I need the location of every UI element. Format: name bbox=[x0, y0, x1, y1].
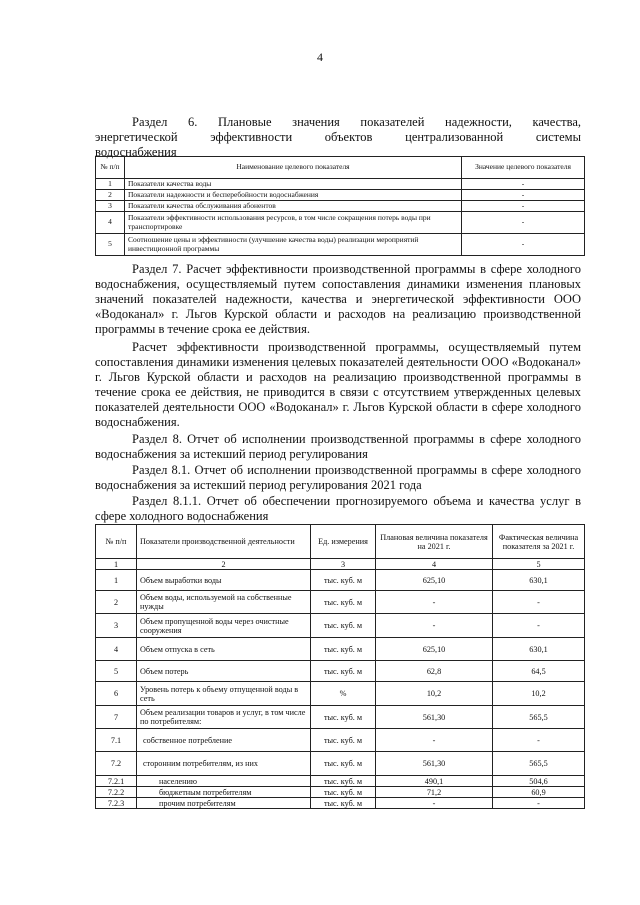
row-plan: 625,10 bbox=[376, 570, 493, 591]
table-row bbox=[96, 591, 585, 614]
row-fact: 565,5 bbox=[493, 706, 585, 729]
row-unit: % bbox=[311, 682, 376, 706]
row-num: 7 bbox=[96, 706, 137, 729]
row-fact: 504,6 bbox=[493, 776, 585, 787]
section81-text: Раздел 8.1. Отчет об исполнении производственной программы в сфере холодного водоснабжения за истекший период регулирования 2021 года bbox=[95, 463, 581, 492]
row-num: 7.2.3 bbox=[96, 798, 137, 809]
row-plan: 625,10 bbox=[376, 638, 493, 661]
row-plan: 62,8 bbox=[376, 661, 493, 682]
col-number: 3 bbox=[311, 559, 376, 570]
row-fact: - bbox=[493, 798, 585, 809]
row-unit: тыс. куб. м bbox=[311, 661, 376, 682]
section6-line1: Раздел 6. Плановые значения показателей надежности, качества, bbox=[132, 115, 581, 129]
targets-table bbox=[95, 156, 585, 256]
table-row bbox=[96, 752, 585, 776]
row-unit: тыс. куб. м bbox=[311, 787, 376, 798]
row-fact: - bbox=[493, 729, 585, 752]
section811-text: Раздел 8.1.1. Отчет об обеспечении прогнозируемого объема и качества услуг в сфере холодного водоснабжения bbox=[95, 494, 581, 523]
header-fact: Фактическая величина показателя за 2021 г. bbox=[493, 525, 585, 559]
row-plan: - bbox=[376, 614, 493, 638]
row-value: - bbox=[462, 179, 585, 190]
row-num: 5 bbox=[96, 234, 125, 256]
row-fact: 630,1 bbox=[493, 638, 585, 661]
table-row bbox=[96, 212, 585, 234]
row-num: 1 bbox=[96, 570, 137, 591]
row-value: - bbox=[462, 201, 585, 212]
header-name: Показатели производственной деятельности bbox=[137, 525, 311, 559]
table-row bbox=[96, 614, 585, 638]
table-row bbox=[96, 706, 585, 729]
row-num: 4 bbox=[96, 638, 137, 661]
row-plan: - bbox=[376, 591, 493, 614]
row-fact: 10,2 bbox=[493, 682, 585, 706]
row-plan: 561,30 bbox=[376, 752, 493, 776]
col-number: 1 bbox=[96, 559, 137, 570]
row-num: 2 bbox=[96, 591, 137, 614]
row-name: Показатели качества воды bbox=[125, 179, 462, 190]
row-name: Показатели эффективности использования ресурсов, в том числе сокращения потерь воды при транспортировке bbox=[125, 212, 462, 234]
section6-line2: энергетической эффективности объектов централизованной системы bbox=[95, 130, 581, 144]
row-unit: тыс. куб. м bbox=[311, 798, 376, 809]
row-value: - bbox=[462, 190, 585, 201]
table-row bbox=[96, 570, 585, 591]
table-row bbox=[96, 661, 585, 682]
row-value: - bbox=[462, 212, 585, 234]
section7-para2: Расчет эффективности производственной программы, осуществляемый путем сопоставления динамики изменения целевых показателей деятельности ООО «Водоканал» г. Льгов Курской области и расходов на реализацию производственной программы в течение срока ее действия, не приводится в связи с отсутствием утвержденных целевых показателей деятельности ООО «Водоканал» г. Льгов Курской области в сфере холодного водоснабжения. bbox=[95, 340, 581, 429]
row-name: Объем выработки воды bbox=[137, 570, 311, 591]
targets-table-header bbox=[96, 157, 585, 179]
row-num: 4 bbox=[96, 212, 125, 234]
section6-heading bbox=[95, 115, 581, 160]
row-plan: 561,30 bbox=[376, 706, 493, 729]
col-number: 4 bbox=[376, 559, 493, 570]
row-name: Уровень потерь к объему отпущенной воды в сеть bbox=[137, 682, 311, 706]
row-value: - bbox=[462, 234, 585, 256]
row-num: 7.1 bbox=[96, 729, 137, 752]
row-name: собственное потребление bbox=[137, 729, 311, 752]
table-row bbox=[96, 729, 585, 752]
table-row bbox=[96, 179, 585, 190]
row-num: 1 bbox=[96, 179, 125, 190]
row-num: 7.2.2 bbox=[96, 787, 137, 798]
row-name: Объем потерь bbox=[137, 661, 311, 682]
row-name: Показатели надежности и бесперебойности водоснабжения bbox=[125, 190, 462, 201]
row-name: сторонним потребителям, из них bbox=[137, 752, 311, 776]
col-number: 2 bbox=[137, 559, 311, 570]
row-name: Объем воды, используемой на собственные нужды bbox=[137, 591, 311, 614]
row-fact: 630,1 bbox=[493, 570, 585, 591]
table-row bbox=[96, 201, 585, 212]
row-fact: 64,5 bbox=[493, 661, 585, 682]
row-plan: 71,2 bbox=[376, 787, 493, 798]
row-num: 5 bbox=[96, 661, 137, 682]
row-name: населению bbox=[137, 776, 311, 787]
row-num: 3 bbox=[96, 201, 125, 212]
row-name: Соотношение цены и эффективности (улучшение качества воды) реализации мероприятий инвестиционной программы bbox=[125, 234, 462, 256]
row-name: прочим потребителям bbox=[137, 798, 311, 809]
section7-para1: Раздел 7. Расчет эффективности производственной программы в сфере холодного водоснабжения, осуществляемый путем сопоставления динамики изменения плановых значений показателей надежности, качества и энергетической эффективности ООО «Водоканал» г. Льгов Курской области и расходов на реализацию производственной программы в течение срока ее действия. bbox=[95, 262, 581, 336]
row-name: Показатели качества обслуживания абонентов bbox=[125, 201, 462, 212]
row-name: Объем реализации товаров и услуг, в том числе по потребителям: bbox=[137, 706, 311, 729]
header-num: № п/п bbox=[96, 525, 137, 559]
row-plan: - bbox=[376, 798, 493, 809]
row-plan: 10,2 bbox=[376, 682, 493, 706]
header-name: Наименование целевого показателя bbox=[125, 157, 462, 179]
row-num: 3 bbox=[96, 614, 137, 638]
row-unit: тыс. куб. м bbox=[311, 614, 376, 638]
table-row bbox=[96, 798, 585, 809]
table-row bbox=[96, 682, 585, 706]
row-plan: 490,1 bbox=[376, 776, 493, 787]
header-plan: Плановая величина показателя на 2021 г. bbox=[376, 525, 493, 559]
row-unit: тыс. куб. м bbox=[311, 638, 376, 661]
row-unit: тыс. куб. м bbox=[311, 776, 376, 787]
col-number: 5 bbox=[493, 559, 585, 570]
row-num: 7.2 bbox=[96, 752, 137, 776]
row-num: 6 bbox=[96, 682, 137, 706]
row-name: бюджетным потребителям bbox=[137, 787, 311, 798]
table-row bbox=[96, 776, 585, 787]
header-value: Значение целевого показателя bbox=[462, 157, 585, 179]
row-name: Объем отпуска в сеть bbox=[137, 638, 311, 661]
header-unit: Ед. измерения bbox=[311, 525, 376, 559]
row-fact: - bbox=[493, 591, 585, 614]
header-num: № п/п bbox=[96, 157, 125, 179]
table-row bbox=[96, 234, 585, 256]
production-table-header bbox=[96, 525, 585, 559]
row-plan: - bbox=[376, 729, 493, 752]
row-fact: 565,5 bbox=[493, 752, 585, 776]
row-unit: тыс. куб. м bbox=[311, 752, 376, 776]
table-row bbox=[96, 190, 585, 201]
table-row bbox=[96, 787, 585, 798]
row-unit: тыс. куб. м bbox=[311, 591, 376, 614]
row-fact: 60,9 bbox=[493, 787, 585, 798]
row-num: 2 bbox=[96, 190, 125, 201]
row-num: 7.2.1 bbox=[96, 776, 137, 787]
row-name: Объем пропущенной воды через очистные сооружения bbox=[137, 614, 311, 638]
row-fact: - bbox=[493, 614, 585, 638]
page-number: 4 bbox=[317, 50, 323, 64]
row-unit: тыс. куб. м bbox=[311, 706, 376, 729]
table-row bbox=[96, 638, 585, 661]
production-table bbox=[95, 524, 585, 809]
section8-text: Раздел 8. Отчет об исполнении производственной программы в сфере холодного водоснабжения за истекший период регулирования bbox=[95, 432, 581, 461]
section6-line3: водоснабжения bbox=[95, 145, 177, 159]
row-unit: тыс. куб. м bbox=[311, 570, 376, 591]
column-numbers-row bbox=[96, 559, 585, 570]
row-unit: тыс. куб. м bbox=[311, 729, 376, 752]
